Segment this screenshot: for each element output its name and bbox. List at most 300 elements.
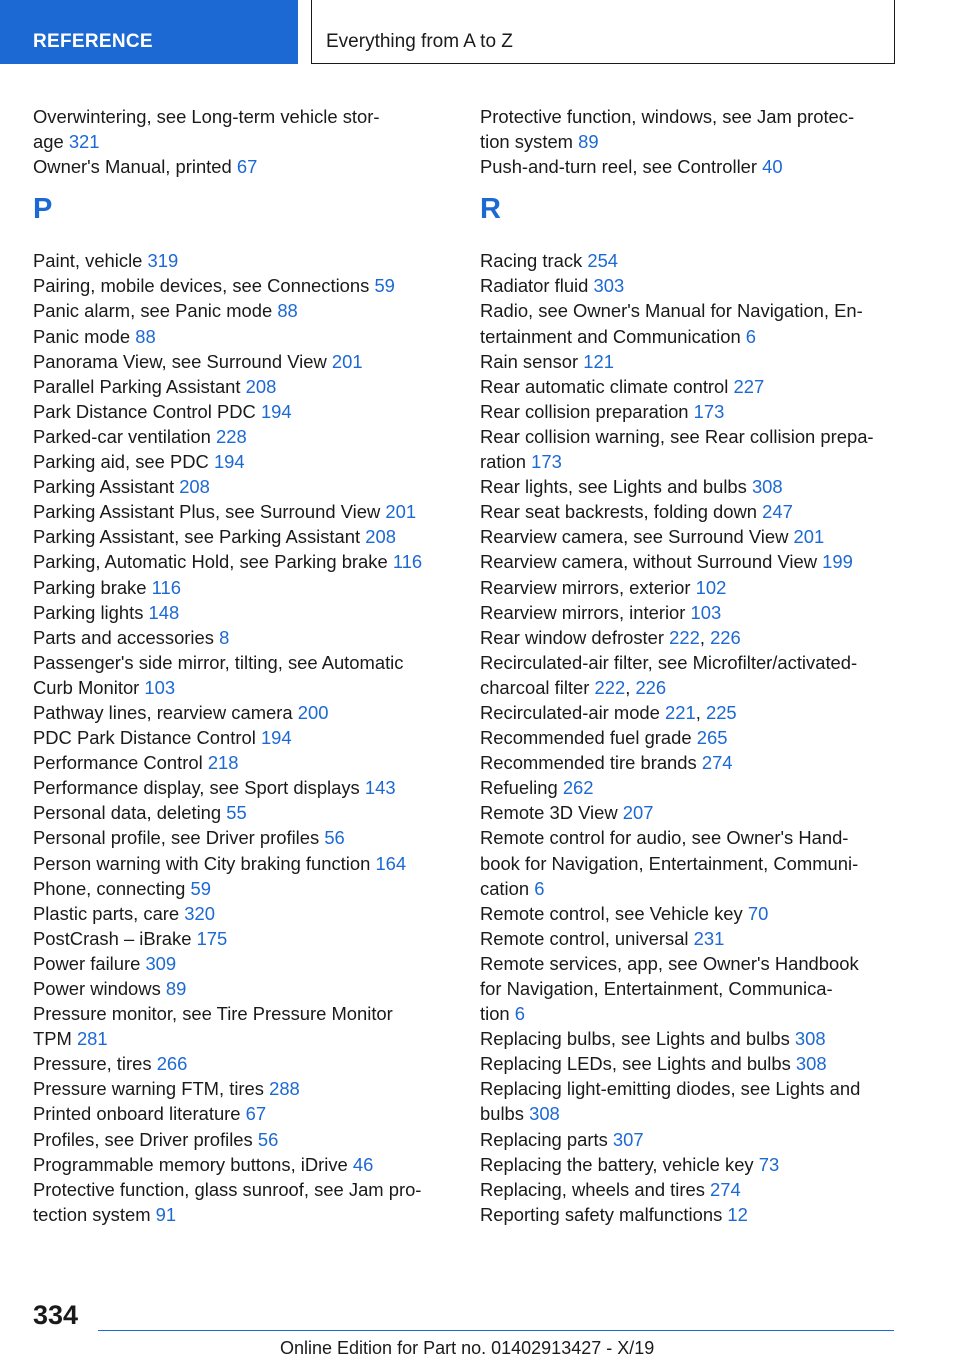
index-entry (33, 700, 453, 725)
index-entry-term: Recirculated-air mode (480, 701, 660, 723)
index-entry-term: Recommended fuel grade (480, 727, 692, 749)
index-entry (480, 1202, 900, 1227)
index-entry-term: Replacing the battery, vehicle key (480, 1153, 754, 1175)
index-entry (33, 851, 453, 876)
index-entry-text (480, 976, 900, 1001)
page-reference-link[interactable]: 208 (179, 476, 210, 498)
page-reference-link[interactable]: 55 (226, 802, 247, 824)
page-reference-link[interactable]: 309 (145, 952, 177, 974)
index-entry-term: Owner's Manual, printed (33, 156, 232, 178)
index-entry-term: Recirculated-air filter, see Microfilter/activated- (480, 651, 858, 673)
index-entry-text (33, 1051, 453, 1076)
index-entry (480, 104, 900, 154)
index-entry-term: Parking brake (33, 576, 147, 598)
index-entry-term: Rear seat backrests, folding down (480, 501, 758, 523)
index-entry-text (480, 1001, 900, 1026)
page-reference-link[interactable]: 46 (352, 1153, 374, 1175)
index-column-left (33, 104, 453, 1227)
index-entry (33, 324, 453, 349)
page-reference-link[interactable]: 67 (236, 156, 258, 178)
index-entry (480, 1127, 900, 1152)
index-entry-term: Rear collision warning, see Rear collision prepa- (480, 425, 874, 447)
index-entry-term: Parking Assistant (33, 476, 175, 498)
index-entry (33, 725, 453, 750)
index-entry-term: Performance display, see Sport displays (33, 777, 360, 799)
page-reference-link[interactable]: 254 (587, 250, 619, 272)
index-entry-text (480, 248, 900, 273)
page-reference-link[interactable]: 194 (260, 400, 292, 422)
index-entry-text (33, 775, 453, 800)
index-entry (33, 800, 453, 825)
index-entry-term: Performance Control (33, 752, 203, 774)
index-entry-text (33, 951, 453, 976)
index-entry (33, 248, 453, 273)
page-reference-link[interactable]: 274 (710, 1178, 741, 1200)
page-reference-link[interactable]: 56 (324, 827, 345, 849)
section-label: REFERENCE (33, 31, 153, 52)
index-entry (33, 926, 453, 951)
page-reference-link[interactable]: 73 (758, 1153, 780, 1175)
page-reference-link[interactable]: 67 (245, 1103, 267, 1125)
page-reference-link[interactable]: 121 (583, 350, 614, 372)
index-entry (480, 750, 900, 775)
index-entry-term: Remote control, universal (480, 927, 689, 949)
index-entry-term: Printed onboard literature (33, 1103, 241, 1125)
section-tab (0, 0, 298, 64)
index-entry-text (480, 575, 900, 600)
page-ref-separator: , (699, 626, 705, 648)
page-reference-link[interactable]: 88 (135, 325, 156, 347)
index-entry (33, 876, 453, 901)
page-reference-link[interactable]: 225 (705, 701, 737, 723)
page-reference-link[interactable]: 88 (277, 300, 298, 322)
index-entry-term: cation (480, 877, 530, 899)
index-entry (33, 424, 453, 449)
page-reference-link[interactable]: 265 (696, 727, 728, 749)
index-entry-text (480, 1051, 900, 1076)
index-entry-term: Power failure (33, 952, 141, 974)
index-entry-term: Passenger's side mirror, tilting, see Automatic (33, 651, 404, 673)
page-reference-link[interactable]: 91 (155, 1203, 177, 1225)
page-reference-link[interactable]: 266 (156, 1053, 188, 1075)
page-reference-link[interactable]: 274 (701, 752, 733, 774)
page-reference-link[interactable]: 56 (257, 1128, 279, 1150)
page-reference-link[interactable]: 308 (794, 1028, 826, 1050)
index-entry-text (33, 1152, 453, 1177)
index-entry (480, 154, 900, 179)
index-entry (480, 600, 900, 625)
index-entry-term: Pressure monitor, see Tire Pressure Monitor (33, 1003, 393, 1025)
page-reference-link[interactable]: 262 (562, 777, 594, 799)
index-entry-term: Rearview mirrors, exterior (480, 576, 691, 598)
page-reference-link[interactable]: 116 (151, 576, 181, 598)
footer-divider (98, 1330, 894, 1331)
index-entry-term: tion (480, 1003, 510, 1025)
index-entry-term: Push-and-turn reel, see Controller (480, 156, 758, 178)
index-entry-term: Rear lights, see Lights and bulbs (480, 476, 747, 498)
index-entry-term: Replacing light-emitting diodes, see Lights and (480, 1078, 861, 1100)
index-entry-text (480, 1202, 900, 1227)
page-reference-link[interactable]: 102 (695, 576, 727, 598)
index-entry (33, 273, 453, 298)
index-entry (33, 1051, 453, 1076)
index-entry-text (480, 1076, 900, 1101)
index-entry-text (33, 1026, 453, 1051)
index-entry-text (33, 650, 453, 675)
index-entry-text (480, 424, 900, 449)
index-entry-term: Rear collision preparation (480, 400, 689, 422)
index-entry (33, 1152, 453, 1177)
page-reference-link[interactable]: 201 (793, 526, 825, 548)
index-entry-text (33, 800, 453, 825)
index-entry-term: Pairing, mobile devices, see Connections (33, 275, 370, 297)
index-entry-term: Parked-car ventilation (33, 425, 211, 447)
index-entry (480, 524, 900, 549)
index-entry-term: PostCrash – iBrake (33, 927, 192, 949)
index-entry-text (480, 876, 900, 901)
index-entry (33, 549, 453, 574)
index-entry-term: Remote control for audio, see Owner's Hand- (480, 827, 849, 849)
page-reference-link[interactable]: 226 (635, 676, 667, 698)
index-entry-term: bulbs (480, 1103, 524, 1125)
page-reference-link[interactable]: 281 (76, 1028, 108, 1050)
index-entry-text (33, 449, 453, 474)
index-entry-term: Protective function, windows, see Jam protec- (480, 106, 855, 127)
index-entry (33, 499, 453, 524)
page-reference-link[interactable]: 103 (690, 601, 722, 623)
index-entry-term: Panic mode (33, 325, 131, 347)
index-entry (480, 499, 900, 524)
index-entry-text (33, 1076, 453, 1101)
index-entry-text (33, 248, 453, 273)
index-entry (480, 951, 900, 1026)
index-entry (480, 1177, 900, 1202)
index-entry-term: Rear window defroster (480, 626, 664, 648)
page-reference-link[interactable]: 8 (219, 626, 230, 648)
page-reference-link[interactable]: 226 (710, 626, 741, 648)
page-reference-link[interactable]: 247 (762, 501, 793, 523)
index-entry (480, 273, 900, 298)
page-reference-link[interactable]: 89 (165, 978, 187, 999)
index-entry (480, 725, 900, 750)
page-reference-link[interactable]: 89 (578, 131, 599, 153)
index-entry-text (33, 750, 453, 775)
index-entry-text (480, 399, 900, 424)
index-entry (33, 154, 453, 179)
index-entry-term: Remote 3D View (480, 802, 618, 824)
index-entry-text (480, 374, 900, 399)
index-entry-text (33, 926, 453, 951)
page-reference-link[interactable]: 227 (733, 375, 765, 397)
index-entry-text (480, 324, 900, 349)
page-reference-link[interactable]: 194 (260, 727, 292, 749)
page-reference-link[interactable]: 222 (669, 626, 700, 648)
index-entry-term: Rear automatic climate control (480, 375, 729, 397)
page-reference-link[interactable]: 6 (745, 325, 757, 347)
page-reference-link[interactable]: 175 (196, 927, 228, 949)
index-entry (480, 1152, 900, 1177)
index-entry-text (480, 129, 900, 154)
index-entry (480, 424, 900, 474)
page-reference-link[interactable]: 308 (751, 476, 783, 498)
index-entry (480, 1051, 900, 1076)
page-reference-link[interactable]: 218 (207, 752, 239, 774)
index-entry-term: PDC Park Distance Control (33, 727, 256, 749)
index-entry-text (33, 825, 453, 850)
index-entry-text (480, 499, 900, 524)
index-entry-term: Replacing bulbs, see Lights and bulbs (480, 1028, 790, 1050)
index-entry-text (33, 1177, 453, 1202)
page-reference-link[interactable]: 207 (622, 802, 654, 824)
index-entry-text (480, 1026, 900, 1051)
index-entry (33, 524, 453, 549)
index-entry (480, 625, 900, 650)
index-entry (480, 1026, 900, 1051)
page-reference-link[interactable]: 303 (593, 275, 625, 297)
page-reference-link[interactable]: 6 (534, 877, 545, 899)
index-entry-text (480, 549, 900, 574)
page-reference-link[interactable]: 288 (269, 1078, 300, 1100)
index-entry-text (33, 600, 453, 625)
index-entry-text (480, 675, 900, 700)
index-entry-text (480, 154, 900, 179)
index-entry-text (33, 851, 453, 876)
index-entry-term: Parking, Automatic Hold, see Parking brake (33, 551, 388, 573)
index-entry (480, 474, 900, 499)
page-reference-link[interactable]: 321 (68, 131, 100, 153)
index-entry (33, 976, 453, 1001)
index-entry-text (33, 154, 453, 179)
index-entry-text (480, 1177, 900, 1202)
index-entry-text (480, 1152, 900, 1177)
index-entry-text (480, 1127, 900, 1152)
index-entry-text (480, 901, 900, 926)
index-entry-term: tection system (33, 1203, 151, 1225)
index-entry (480, 901, 900, 926)
index-entry-text (480, 273, 900, 298)
index-entry-text (480, 625, 900, 650)
index-entry-term: Personal profile, see Driver profiles (33, 827, 320, 849)
index-entry-term: Parts and accessories (33, 626, 214, 648)
index-entry (480, 248, 900, 273)
index-entry-text (33, 876, 453, 901)
index-entry-text (33, 675, 453, 700)
index-entry-text (33, 976, 453, 1001)
page-reference-link[interactable]: 70 (747, 902, 769, 924)
index-letter-heading: P (33, 193, 53, 226)
index-entry-text (480, 349, 900, 374)
index-entry (33, 901, 453, 926)
index-entry-text (33, 349, 453, 374)
page-title: Everything from A to Z (326, 31, 513, 52)
index-entry-text (33, 1001, 453, 1026)
index-entry-term: Overwintering, see Long-term vehicle stor- (33, 106, 380, 127)
index-letter-heading: R (480, 193, 501, 226)
index-entry-term: Profiles, see Driver profiles (33, 1128, 253, 1150)
index-entry (480, 700, 900, 725)
index-entry (480, 399, 900, 424)
page-reference-link[interactable]: 201 (331, 350, 363, 372)
index-column-right (480, 104, 900, 1227)
index-entry-term: book for Navigation, Entertainment, Communi- (480, 852, 859, 874)
index-entry-term: Parallel Parking Assistant (33, 375, 241, 397)
index-entry-term: Panic alarm, see Panic mode (33, 300, 273, 322)
index-entry-text (33, 1101, 453, 1126)
index-entry (33, 825, 453, 850)
index-entry-term: Replacing parts (480, 1128, 608, 1150)
page-ref-separator: , (695, 701, 701, 723)
index-entry-term: tertainment and Communication (480, 325, 741, 347)
index-entry (33, 1001, 453, 1051)
index-entry (33, 399, 453, 424)
page-reference-link[interactable]: 59 (190, 877, 211, 899)
index-entry-term: Replacing, wheels and tires (480, 1178, 705, 1200)
index-entry (33, 575, 453, 600)
page-reference-link[interactable]: 173 (693, 400, 725, 422)
page-reference-link[interactable]: 116 (392, 551, 423, 573)
index-entry-text (33, 575, 453, 600)
index-entry-term: Recommended tire brands (480, 752, 697, 774)
page-reference-link[interactable]: 200 (297, 701, 329, 723)
page-reference-link[interactable]: 148 (148, 601, 180, 623)
index-entry (480, 1076, 900, 1126)
index-entry-term: Radiator fluid (480, 275, 589, 297)
index-entry-text (480, 800, 900, 825)
index-entry (33, 1177, 453, 1227)
page-ref-separator: , (625, 676, 631, 698)
index-entry-text (33, 298, 453, 323)
header-title-box (311, 0, 895, 64)
index-entry-text (33, 374, 453, 399)
index-entry (480, 650, 900, 700)
page-reference-link[interactable]: 199 (822, 551, 853, 573)
index-entry-term: tion system (480, 131, 574, 153)
index-entry-text (480, 600, 900, 625)
index-entry-term: charcoal filter (480, 676, 590, 698)
index-entry-term: Rearview mirrors, interior (480, 601, 686, 623)
index-entry-text (33, 273, 453, 298)
index-entry-term: for Navigation, Entertainment, Communica- (480, 978, 833, 999)
index-entry-text (480, 851, 900, 876)
page-reference-link[interactable]: 308 (529, 1103, 560, 1125)
index-entry-term: Racing track (480, 250, 583, 272)
page-reference-link[interactable]: 40 (762, 156, 783, 178)
page-reference-link[interactable]: 308 (795, 1053, 827, 1075)
index-entry-term: Parking Assistant, see Parking Assistant (33, 526, 361, 548)
index-entry-text (480, 926, 900, 951)
index-entry-text (33, 129, 453, 154)
page-reference-link[interactable]: 6 (514, 1003, 526, 1025)
index-entry-term: Reporting safety malfunctions (480, 1203, 723, 1225)
index-entry-text (480, 524, 900, 549)
index-entry (33, 349, 453, 374)
index-entry (33, 104, 453, 154)
page-reference-link[interactable]: 208 (245, 375, 277, 397)
page-reference-link[interactable]: 59 (374, 275, 395, 297)
index-entry (33, 1101, 453, 1126)
page-reference-link[interactable]: 307 (612, 1128, 644, 1150)
index-entry-text (480, 725, 900, 750)
index-entry-term: Paint, vehicle (33, 250, 143, 272)
index-entry-text (33, 499, 453, 524)
index-entry (33, 775, 453, 800)
page-reference-link[interactable]: 231 (693, 927, 725, 949)
index-entry (33, 650, 453, 700)
index-entry-text (480, 449, 900, 474)
index-entry-term: Panorama View, see Surround View (33, 350, 327, 372)
page-reference-link[interactable]: 320 (184, 902, 215, 924)
index-entry-term: Refueling (480, 777, 558, 799)
index-entry-text (480, 775, 900, 800)
index-entry-text (33, 725, 453, 750)
index-entry-text (480, 650, 900, 675)
page-reference-link[interactable]: 103 (144, 676, 176, 698)
index-entry-text (33, 524, 453, 549)
page-reference-link[interactable]: 201 (385, 501, 417, 523)
page-reference-link[interactable]: 173 (531, 451, 562, 473)
index-entry (480, 575, 900, 600)
page-reference-link[interactable]: 228 (216, 425, 247, 447)
page-number: 334 (33, 1300, 79, 1330)
index-entry (33, 374, 453, 399)
index-entry (33, 449, 453, 474)
index-entry-term: Replacing LEDs, see Lights and bulbs (480, 1053, 791, 1075)
index-entry (33, 600, 453, 625)
index-entry-term: Radio, see Owner's Manual for Navigation, En- (480, 300, 863, 322)
index-entry-term: Curb Monitor (33, 676, 140, 698)
index-entry-text (33, 474, 453, 499)
index-entry-text (33, 424, 453, 449)
index-entry (480, 374, 900, 399)
page-reference-link[interactable]: 12 (727, 1203, 748, 1225)
index-entry (33, 1127, 453, 1152)
index-entry-text (480, 700, 900, 725)
index-entry-term: Rearview camera, without Surround View (480, 551, 817, 573)
index-entry-term: ration (480, 451, 527, 473)
page-reference-link[interactable]: 143 (364, 777, 396, 799)
index-entry-term: Power windows (33, 978, 161, 999)
index-entry-text (33, 901, 453, 926)
index-entry-term: Rain sensor (480, 350, 579, 372)
index-entry-term: Protective function, glass sunroof, see Jam pro- (33, 1178, 422, 1200)
index-entry-term: Parking aid, see PDC (33, 451, 209, 473)
index-entry (33, 951, 453, 976)
index-entry (33, 1076, 453, 1101)
index-entry-term: Pressure, tires (33, 1053, 152, 1075)
index-entry-text (480, 474, 900, 499)
index-entry-text (33, 1202, 453, 1227)
page-reference-link[interactable]: 319 (147, 250, 179, 272)
index-entry-text (33, 1127, 453, 1152)
page-reference-link[interactable]: 194 (213, 451, 245, 473)
index-entry-term: Rearview camera, see Surround View (480, 526, 789, 548)
page-reference-link[interactable]: 208 (365, 526, 396, 548)
index-entry (480, 825, 900, 900)
page-reference-link[interactable]: 221 (665, 701, 696, 723)
index-entry-term: Person warning with City braking function (33, 852, 371, 874)
index-entry (480, 775, 900, 800)
edition-note: Online Edition for Part no. 01402913427 - X/19 (280, 1338, 655, 1358)
index-entry-term: Programmable memory buttons, iDrive (33, 1153, 348, 1175)
index-entry-term: Park Distance Control PDC (33, 400, 256, 422)
page-reference-link[interactable]: 222 (594, 676, 626, 698)
page-reference-link[interactable]: 164 (375, 852, 407, 874)
index-entry (480, 549, 900, 574)
index-entry (480, 349, 900, 374)
index-entry-text (33, 549, 453, 574)
index-entry-text (33, 324, 453, 349)
index-entry-term: TPM (33, 1028, 72, 1050)
